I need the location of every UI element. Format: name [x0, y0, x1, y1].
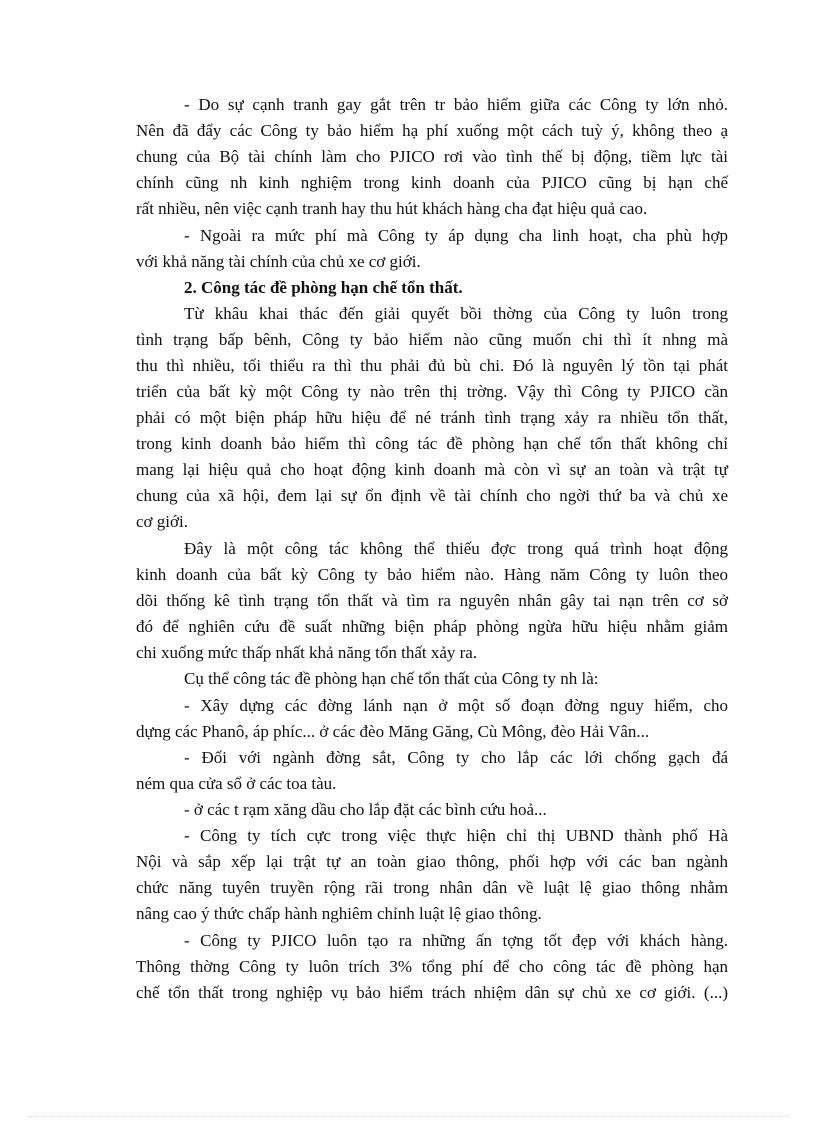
text-line: tình trạng bấp bênh, Công ty bảo hiểm nào cũng muốn chi thì ít nhng mà	[136, 330, 728, 349]
text-line: triển của bất kỳ một Công ty nào trên thị trờng. Vậy thì Công ty PJICO cần	[136, 382, 728, 401]
section-heading: 2. Công tác đề phòng hạn chế tổn thất.	[184, 278, 463, 297]
text-line: - ở các t rạm xăng dầu cho lắp đặt các bình cứu hoả...	[184, 800, 547, 819]
text-line: - Xây dựng các đờng lánh nạn ở một số đoạn đờng nguy hiểm, cho	[184, 696, 728, 715]
text-line: - Ngoài ra mức phí mà Công ty áp dụng cha linh hoạt, cha phù hợp	[184, 226, 728, 245]
text-line: - Đối với ngành đờng sắt, Công ty cho lắp các lới chống gạch đá	[184, 748, 728, 767]
text-line: chính cũng nh kinh nghiệm trong kinh doanh của PJICO cũng bị hạn chế	[136, 173, 728, 192]
text-line: Từ khâu khai thác đến giải quyết bồi thờng của Công ty luôn trong	[184, 304, 728, 323]
text-line: chức năng tuyên truyền rộng rãi trong nhân dân về luật lệ giao thông nhằm	[136, 878, 728, 897]
text-line: chế tổn thất trong nghiệp vụ bảo hiểm trách nhiệm dân sự chủ xe cơ giới. (...)	[136, 983, 728, 1002]
text-line: với khả năng tài chính của chủ xe cơ giới.	[136, 252, 421, 271]
text-line: nâng cao ý thức chấp hành nghiêm chỉnh luật lệ giao thông.	[136, 904, 542, 923]
text-line: Cụ thể công tác đề phòng hạn chế tổn thất của Công ty nh là:	[184, 669, 599, 688]
text-line: mang lại hiệu quả cho hoạt động kinh doanh mà còn vì sự an toàn và trật tự	[136, 460, 728, 479]
text-line: trong kinh doanh bảo hiểm thì công tác đề phòng hạn chế tổn thất không chỉ	[136, 434, 728, 453]
text-line: dựng các Phanô, áp phíc... ở các đèo Măng Găng, Cù Mông, đèo Hải Vân...	[136, 722, 650, 741]
text-line: Nội và sắp xếp lại trật tự an toàn giao thông, phối hợp với các ban ngành	[136, 852, 728, 871]
text-line: Thông thờng Công ty luôn trích 3% tổng phí để cho công tác đề phòng hạn	[136, 957, 728, 976]
page-bottom-divider	[28, 1116, 788, 1117]
text-line: chi xuống mức thấp nhất khả năng tổn thất xảy ra.	[136, 643, 478, 662]
text-line: đó để nghiên cứu đề suất những biện pháp phòng ngừa hữu hiệu nhằm giảm	[136, 617, 728, 636]
text-line: - Công ty tích cực trong việc thực hiện chỉ thị UBND thành phố Hà	[184, 826, 728, 845]
text-line: dõi thống kê tình trạng tổn thất và tìm ra nguyên nhân gây tai nạn trên cơ sở	[136, 591, 728, 610]
text-line: chung của Bộ tài chính làm cho PJICO rơi vào tình thế bị động, tiềm lực tài	[136, 147, 728, 166]
text-line: phải có một biện pháp hữu hiệu để né tránh tình trạng xảy ra nhiều tổn thất,	[136, 408, 728, 427]
text-line: rất nhiều, nên việc cạnh tranh hay thu hút khách hàng cha đạt hiệu quả cao.	[136, 199, 648, 218]
text-line: thu thì nhiều, tối thiểu ra thì thu phải đủ bù chi. Đó là nguyên lý tồn tại phát	[136, 356, 728, 375]
text-line: ném qua cửa sổ ở các toa tàu.	[136, 774, 337, 793]
text-line: Nên đã đẩy các Công ty bảo hiểm hạ phí xuống một cách tuỳ ý, không theo ạ	[136, 121, 728, 140]
text-line: Đây là một công tác không thể thiếu đợc trong quá trình hoạt động	[184, 539, 728, 558]
text-line: cơ giới.	[136, 512, 188, 531]
text-line: kinh doanh của bất kỳ Công ty bảo hiểm nào. Hàng năm Công ty luôn theo	[136, 565, 728, 584]
text-line: chung của xã hội, đem lại sự ổn định về tài chính cho ngời thứ ba và chủ xe	[136, 486, 728, 505]
text-line: - Công ty PJICO luôn tạo ra những ấn tợng tốt đẹp với khách hàng.	[184, 931, 728, 950]
text-line: - Do sự cạnh tranh gay gắt trên tr bảo hiểm giữa các Công ty lớn nhỏ.	[184, 95, 728, 114]
